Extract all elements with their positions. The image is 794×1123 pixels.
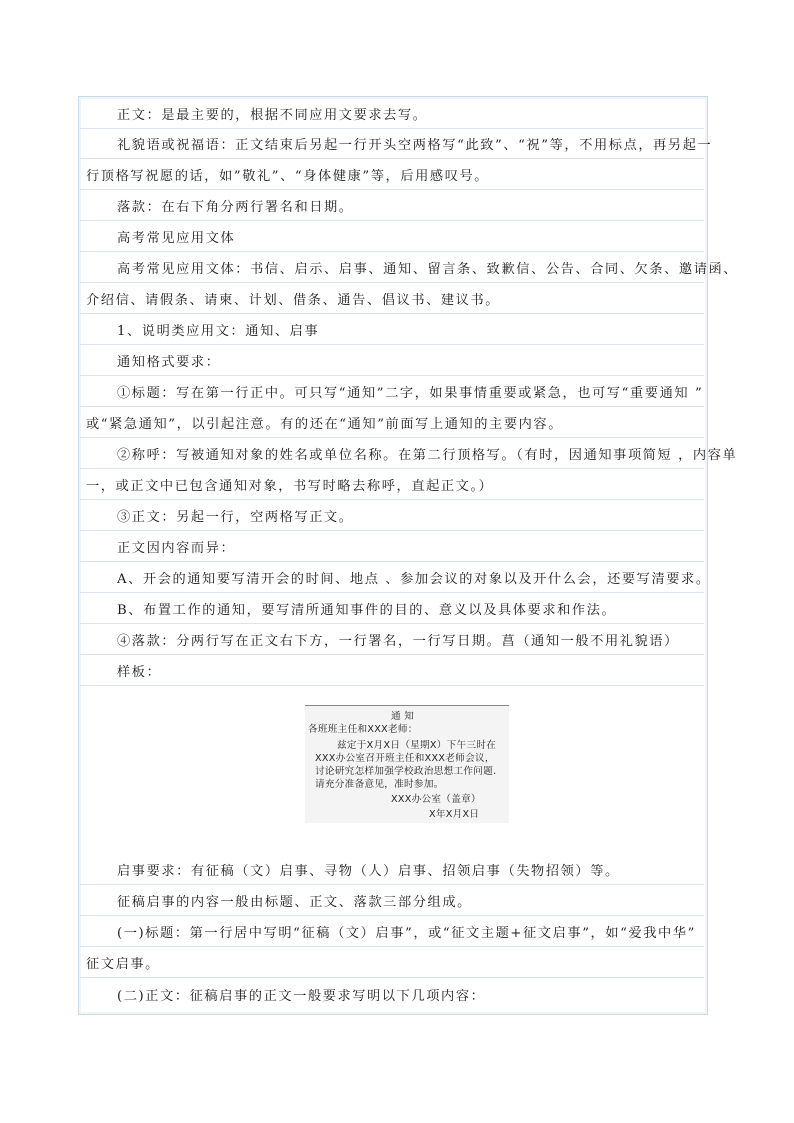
paragraph-line: ①标题：写在第一行正中。可只写“通知”二字，如果事情重要或紧急，也可写“重要通知 ” (80, 377, 704, 407)
sample-body-line: 兹定于X月X日（星期X）下午三时在 (337, 740, 497, 751)
paragraph-line: 一，或正文中已包含通知对象，书写时略去称呼，直起正文。） (80, 470, 704, 500)
paragraph-line: 启事要求：有征稿（文）启事、寻物（人）启事、招领启事（失物招领）等。 (80, 855, 704, 885)
notice-sample-image (305, 705, 509, 823)
paragraph-line: 行顶格写祝愿的话，如”敬礼”、“身体健康”等，后用感叹号。 (80, 160, 704, 190)
paragraph-line: 通知格式要求： (80, 346, 704, 376)
sample-salutation: 各班班主任和XXX老师： (308, 724, 418, 735)
paragraph-line: B、布置工作的通知，要写清所通知事件的目的、意义以及具体要求和作法。 (80, 594, 704, 624)
paragraph-line: 正文：是最主要的，根据不同应用文要求去写。 (80, 99, 704, 129)
paragraph-line: 或“紧急通知”，以引起注意。有的还在“通知”前面写上通知的主要内容。 (80, 408, 704, 438)
sample-body-line: XXX办公室召开班主任和XXX老师会议， (315, 753, 495, 764)
sample-body-line: 请充分准备意见，准时参加。 (315, 779, 444, 790)
paragraph-line: (二)正文：征稿启事的正文一般要求写明以下几项内容： (117, 988, 486, 1004)
paragraph-line: 落款：在右下角分两行署名和日期。 (80, 191, 704, 221)
sample-top-rule (305, 705, 509, 706)
paragraph-line: (一)标题：第一行居中写明“征稿（文）启事”，或“征文主题+征文启事”，如“爱我中华” (80, 917, 704, 947)
paragraph-line: 正文因内容而异： (80, 532, 704, 562)
paragraph-line: ③正文：另起一行，空两格写正文。 (80, 501, 704, 531)
paragraph-line: 高考常见应用文体：书信、启示、启事、通知、留言条、致歉信、公告、合同、欠条、邀请函、 (80, 253, 704, 283)
paragraph-line: 介绍信、请假条、请柬、计划、借条、通告、倡议书、建议书。 (80, 284, 704, 314)
sample-signature: XXX办公室（盖章） (391, 794, 481, 805)
paragraph-line: 征稿启事的内容一般由标题、正文、落款三部分组成。 (80, 886, 704, 916)
paragraph-line: ②称呼：写被通知对象的姓名或单位名称。在第二行顶格写。（有时，因通知事项简短 ，内容单 (80, 439, 704, 469)
section-heading: 高考常见应用文体 (80, 222, 704, 252)
paragraph-line: 样板： (80, 656, 704, 686)
sample-title: 通 知 (391, 711, 415, 722)
sample-date: X年X月X日 (429, 809, 480, 820)
paragraph-line: 征文启事。 (80, 948, 704, 978)
sample-body-line: 讨论研究怎样加强学校政治思想工作问题. (315, 766, 497, 777)
paragraph-line: A、开会的通知要写清开会的时间、地点 、参加会议的对象以及开什么会，还要写清要求。 (80, 563, 704, 593)
paragraph-line: 1、说明类应用文：通知、启事 (80, 315, 704, 345)
paragraph-line: ④落款：分两行写在正文右下方，一行署名，一行写日期。菖（通知一般不用礼貌语） (80, 625, 704, 655)
paragraph-line: 礼貌语或祝福语：正文结束后另起一行开头空两格写“此致”、“祝”等，不用标点，再另起一 (80, 129, 704, 159)
